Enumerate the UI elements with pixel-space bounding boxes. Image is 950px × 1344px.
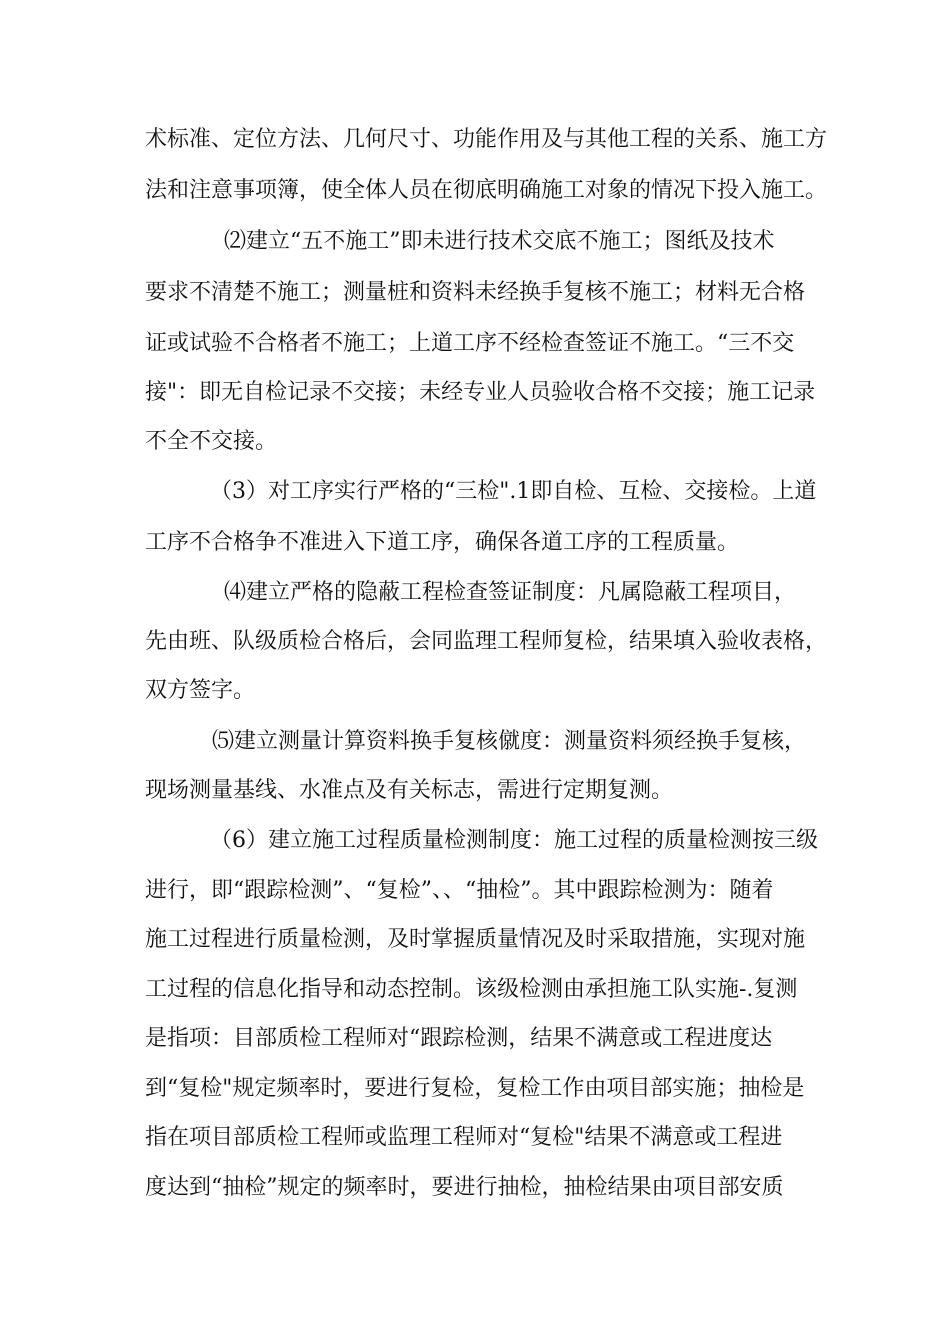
text-line: 工过程的信息化指导和动态控制。该级检测由承担施工队实施-.复测 [145, 977, 798, 1002]
paragraph-3-start: （3）对工序实行严格的“三检".1即自检、互检、交接检。上道 [210, 479, 817, 504]
text-line: 度达到“抽检”规定的频率时，要进行抽检，抽检结果由项目部安质 [145, 1175, 784, 1200]
text-line: 双方签字。 [145, 678, 256, 703]
text-line: 接"：即无自检记录不交接；未经专业人员验收合格不交接；施工记录 [145, 380, 816, 405]
text-line: 法和注意事项簿，使全体人员在彻底明确施工对象的情况下投入施工。 [145, 178, 828, 203]
text-line: 进行，即“跟踪检测”、“复检”、、“抽检”。其中跟踪检测为：随着 [145, 878, 774, 903]
text-line: 是指项：目部质检工程师对“跟踪检测，结果不满意或工程进度达 [145, 1026, 773, 1051]
text-line: 现场测量基线、水准点及有关标志，需进行定期复测。 [145, 778, 674, 803]
paragraph-4-start: ⑷建立严格的隐蔽工程检查签证制度：凡属隐蔽工程项目， [224, 580, 797, 605]
text-line: 先由班、队级质检合格后，会同监理工程师复检，结果填入验收表格， [145, 629, 828, 654]
paragraph-2-start: ⑵建立“五不施工”即未进行技术交底不施工；图纸及技术 [224, 229, 775, 254]
text-line: 工序不合格争不准进入下道工序，确保各道工序的工程质量。 [145, 530, 740, 555]
text-line: 到“复检"规定频率时，要进行复检，复检工作由项目部实施；抽检是 [145, 1076, 805, 1101]
text-line: 指在项目部质检工程师或监理工程师对“复检"结果不满意或工程进 [145, 1125, 783, 1150]
text-line: 要求不清楚不施工；测量桩和资料未经换手复核不施工；材料无合格 [145, 280, 806, 305]
text-line: 不全不交接。 [145, 429, 278, 454]
text-line: 施工过程进行质量检测，及时掌握质量情况及时采取措施，实现对施 [145, 927, 806, 952]
text-line: 证或试验不合格者不施工；上道工序不经检查签证不施工。“三不交 [145, 331, 795, 356]
paragraph-5-start: ⑸建立测量计算资料换手复核僦度：测量资料须经换手复核， [212, 729, 807, 754]
paragraph-6-start: （6）建立施工过程质量检测制度：施工过程的质量检测按三级 [210, 828, 818, 853]
text-line: 术标准、定位方法、几何尺寸、功能作用及与其他工程的关系、施工方 [145, 127, 828, 152]
